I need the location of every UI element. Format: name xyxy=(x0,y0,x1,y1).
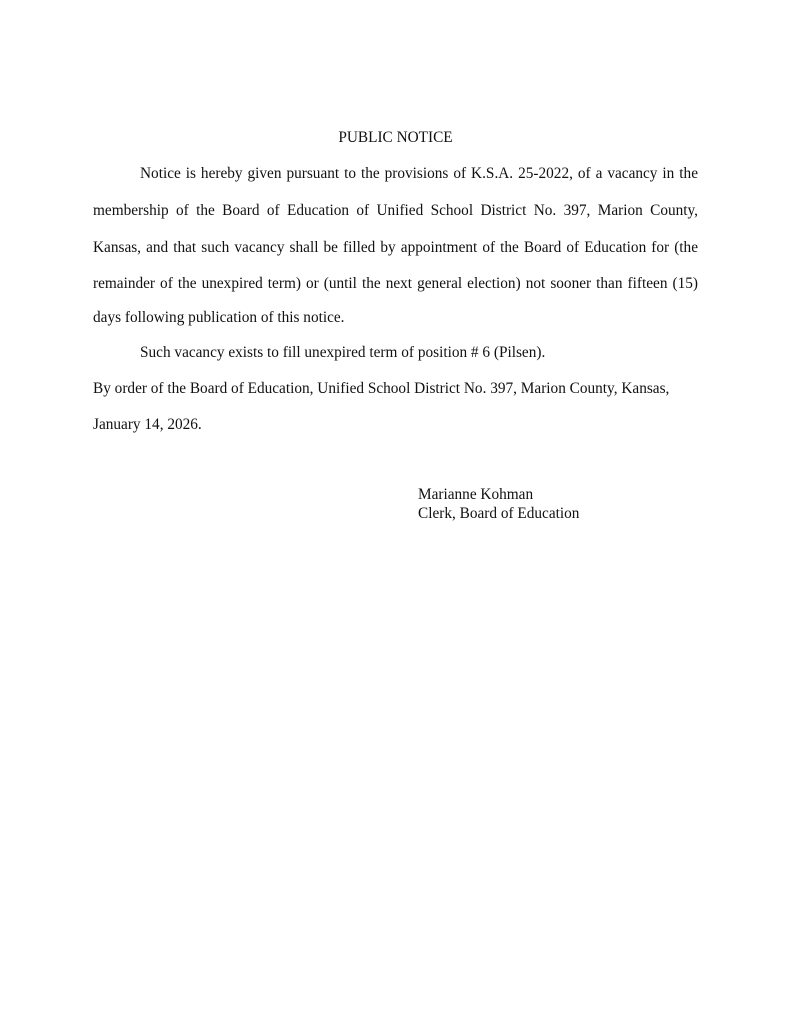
notice-title: PUBLIC NOTICE xyxy=(338,129,453,146)
signature-name: Marianne Kohman xyxy=(418,486,534,503)
paragraph-2: Such vacancy exists to fill unexpired term of position # 6 (Pilsen). xyxy=(140,344,546,361)
paragraph-1-line-1: Notice is hereby given pursuant to the provisions of K.S.A. 25-2022, of a vacancy in the xyxy=(140,165,698,182)
signature-title: Clerk, Board of Education xyxy=(418,505,580,522)
paragraph-3-line-2: January 14, 2026. xyxy=(93,416,202,433)
paragraph-1-line-4: remainder of the unexpired term) or (until the next general election) not sooner than fifteen (15) xyxy=(93,275,698,292)
paragraph-1-line-3: Kansas, and that such vacancy shall be filled by appointment of the Board of Education for (the xyxy=(93,239,698,256)
paragraph-3-line-1: By order of the Board of Education, Unified School District No. 397, Marion County, Kansas, xyxy=(93,380,670,397)
paragraph-1-line-5: days following publication of this notice. xyxy=(93,309,345,326)
paragraph-1-line-2: membership of the Board of Education of Unified School District No. 397, Marion County, xyxy=(93,202,698,219)
